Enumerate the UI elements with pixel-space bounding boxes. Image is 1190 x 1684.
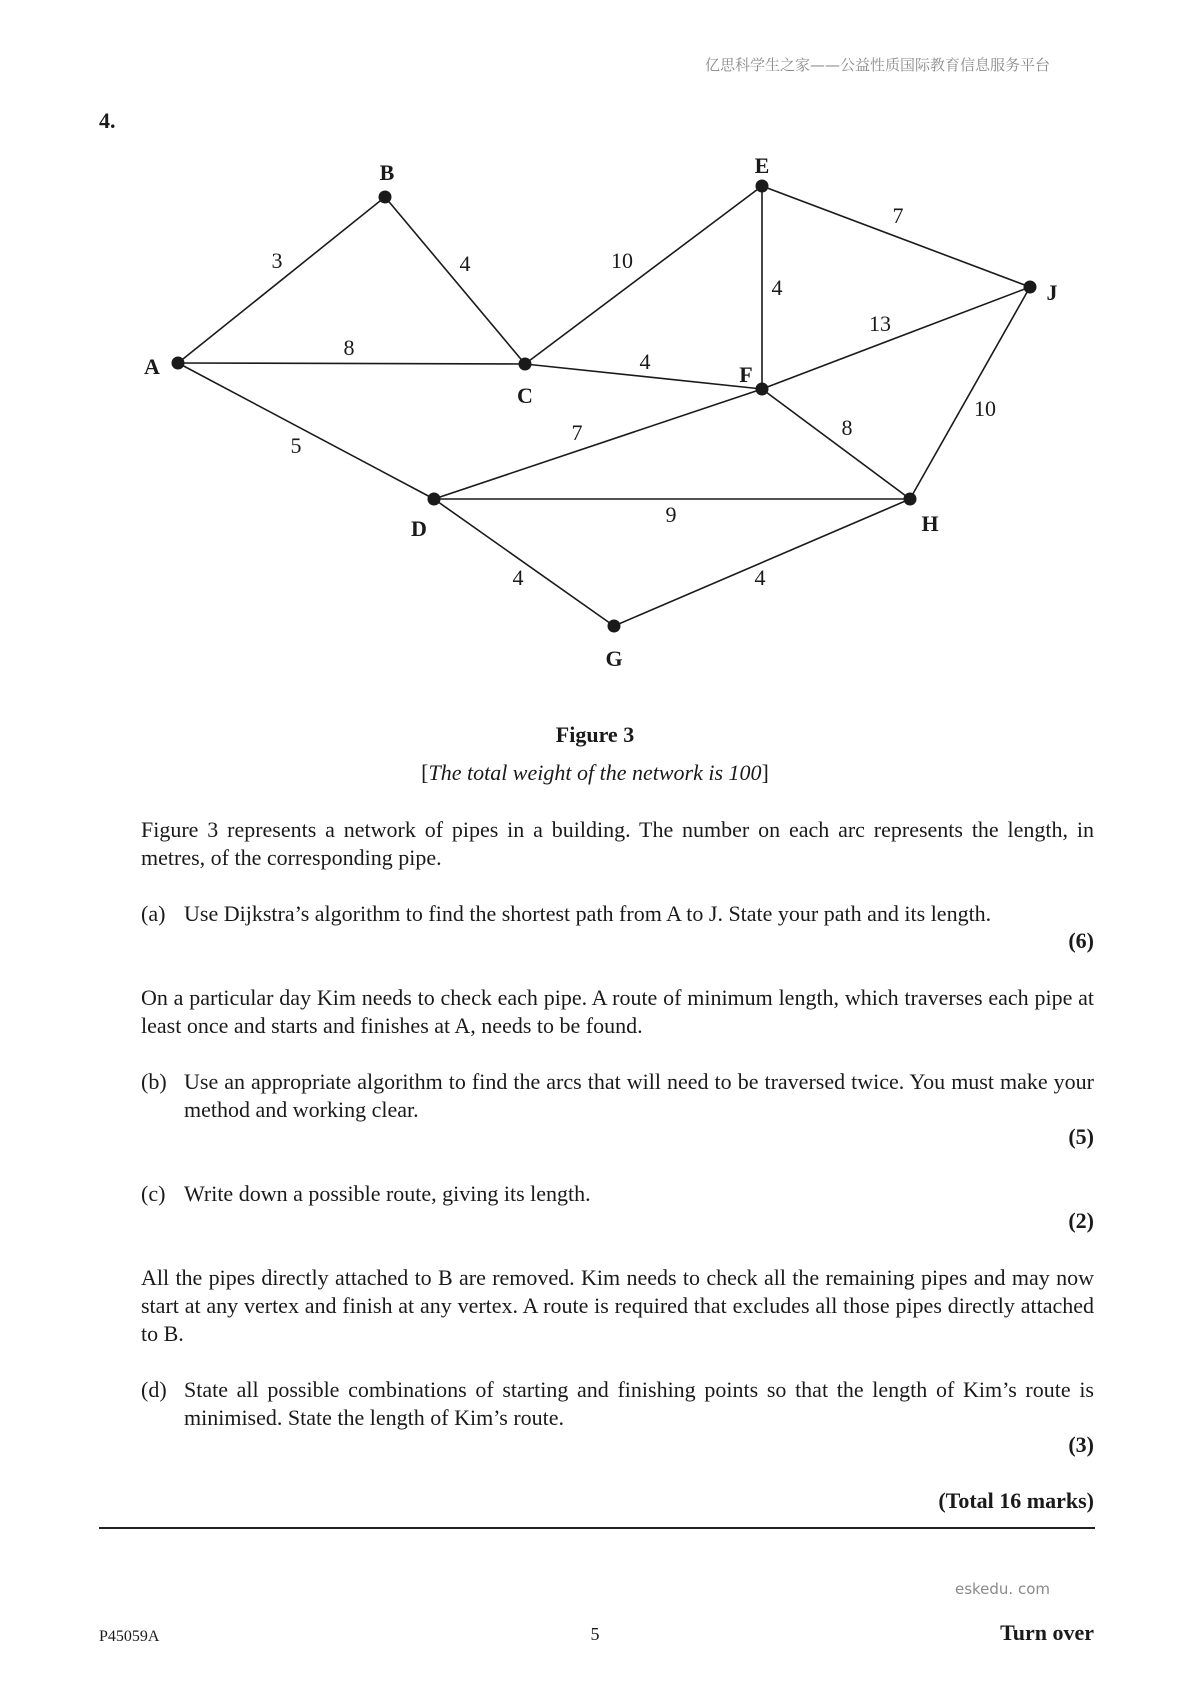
section-divider [99, 1527, 1095, 1529]
part-b-label: (b) [141, 1069, 167, 1094]
network-figure [120, 140, 1080, 680]
node-c [519, 358, 532, 371]
context-paragraph-2: All the pipes directly attached to B are removed. Kim needs to check all the remaining pipes and may now start at any vertex and finish at any vertex. A route is required that excludes all those pipes directly attached to B. [141, 1265, 1094, 1346]
intro-paragraph: Figure 3 represents a network of pipes in a building. The number on each arc represents the length, in metres, of the corresponding pipe. [141, 817, 1094, 870]
paper-code: P45059A [99, 1628, 160, 1645]
edge-f-j [762, 287, 1030, 389]
graph-edge-weights [272, 203, 997, 590]
edge-b-c [385, 197, 525, 364]
node-label-d: D [411, 516, 427, 542]
edge-weight-e-j: 7 [892, 203, 904, 229]
edge-a-d [178, 363, 434, 499]
graph-edges [178, 186, 1030, 626]
node-e [756, 180, 769, 193]
part-b [141, 1068, 1094, 1124]
node-label-j: J [1046, 280, 1058, 306]
edge-d-f [434, 389, 762, 499]
edge-j-h [910, 287, 1030, 499]
edge-weight-d-f: 7 [571, 420, 583, 446]
node-label-e: E [754, 153, 770, 179]
part-d-marks: (3) [1068, 1432, 1094, 1457]
edge-weight-d-h: 9 [665, 502, 677, 528]
header-watermark: 亿思科学生之家——公益性质国际教育信息服务平台 [704, 56, 1050, 74]
edge-weight-c-e: 10 [611, 248, 633, 274]
part-d-text: State all possible combinations of starting and finishing points so that the length of Kim’s route is minimised. State the length of Kim’s route. [184, 1377, 1094, 1430]
node-d [428, 493, 441, 506]
node-label-c: C [517, 383, 533, 409]
node-h [904, 493, 917, 506]
edge-weight-c-f: 4 [639, 349, 651, 375]
graph-nodes [172, 180, 1037, 633]
edge-weight-g-h: 4 [754, 565, 766, 591]
node-label-g: G [605, 646, 623, 672]
edge-a-c [178, 363, 525, 364]
part-c-marks: (2) [1068, 1208, 1094, 1233]
question-number: 4. [99, 108, 116, 133]
footer-watermark: eskedu. com [954, 1580, 1050, 1598]
edge-weight-d-g: 4 [512, 565, 524, 591]
figure-subtitle-open: [ [421, 760, 429, 785]
edge-weight-e-f: 4 [771, 275, 783, 301]
edge-g-h [614, 499, 910, 626]
node-label-f: F [739, 362, 753, 388]
part-c-label: (c) [141, 1181, 166, 1206]
edge-weight-f-j: 13 [869, 311, 891, 337]
node-label-a: A [144, 354, 160, 380]
part-c [141, 1180, 1094, 1208]
edge-weight-b-c: 4 [459, 251, 471, 277]
node-b [379, 191, 392, 204]
figure-subtitle [0, 760, 1190, 786]
part-d [141, 1376, 1094, 1432]
edge-d-g [434, 499, 614, 626]
part-b-text: Use an appropriate algorithm to find the arcs that will need to be traversed twice. You must make your method and working clear. [184, 1069, 1094, 1122]
part-d-label: (d) [141, 1377, 167, 1402]
edge-c-e [525, 186, 762, 364]
context-paragraph-1: On a particular day Kim needs to check each pipe. A route of minimum length, which traverses each pipe at least once and starts and finishes at A, needs to be found. [141, 985, 1094, 1038]
node-j [1024, 281, 1037, 294]
edge-weight-a-b: 3 [271, 248, 283, 274]
part-b-marks: (5) [1068, 1124, 1094, 1149]
part-a-label: (a) [141, 901, 166, 926]
part-a-text: Use Dijkstra’s algorithm to find the shortest path from A to J. State your path and its length. [184, 901, 992, 926]
turn-over-label: Turn over [1000, 1620, 1094, 1645]
node-label-b: B [379, 160, 395, 186]
edge-weight-j-h: 10 [974, 396, 996, 422]
edge-f-h [762, 389, 910, 499]
part-c-text: Write down a possible route, giving its length. [184, 1181, 591, 1206]
edge-e-j [762, 186, 1030, 287]
figure-subtitle-text: The total weight of the network is 100 [428, 760, 762, 785]
part-a [141, 900, 1094, 928]
edge-weight-a-c: 8 [343, 335, 355, 361]
node-a [172, 357, 185, 370]
part-a-marks: (6) [1068, 928, 1094, 953]
node-g [608, 620, 621, 633]
total-marks: (Total 16 marks) [938, 1488, 1094, 1513]
figure-title: Figure 3 [555, 722, 635, 747]
edge-weight-a-d: 5 [290, 433, 302, 459]
page-number: 5 [590, 1624, 600, 1644]
edge-weight-f-h: 8 [841, 415, 853, 441]
node-label-h: H [921, 511, 939, 537]
graph-node-labels [144, 153, 1057, 671]
node-f [756, 383, 769, 396]
figure-subtitle-close: ] [761, 760, 769, 785]
